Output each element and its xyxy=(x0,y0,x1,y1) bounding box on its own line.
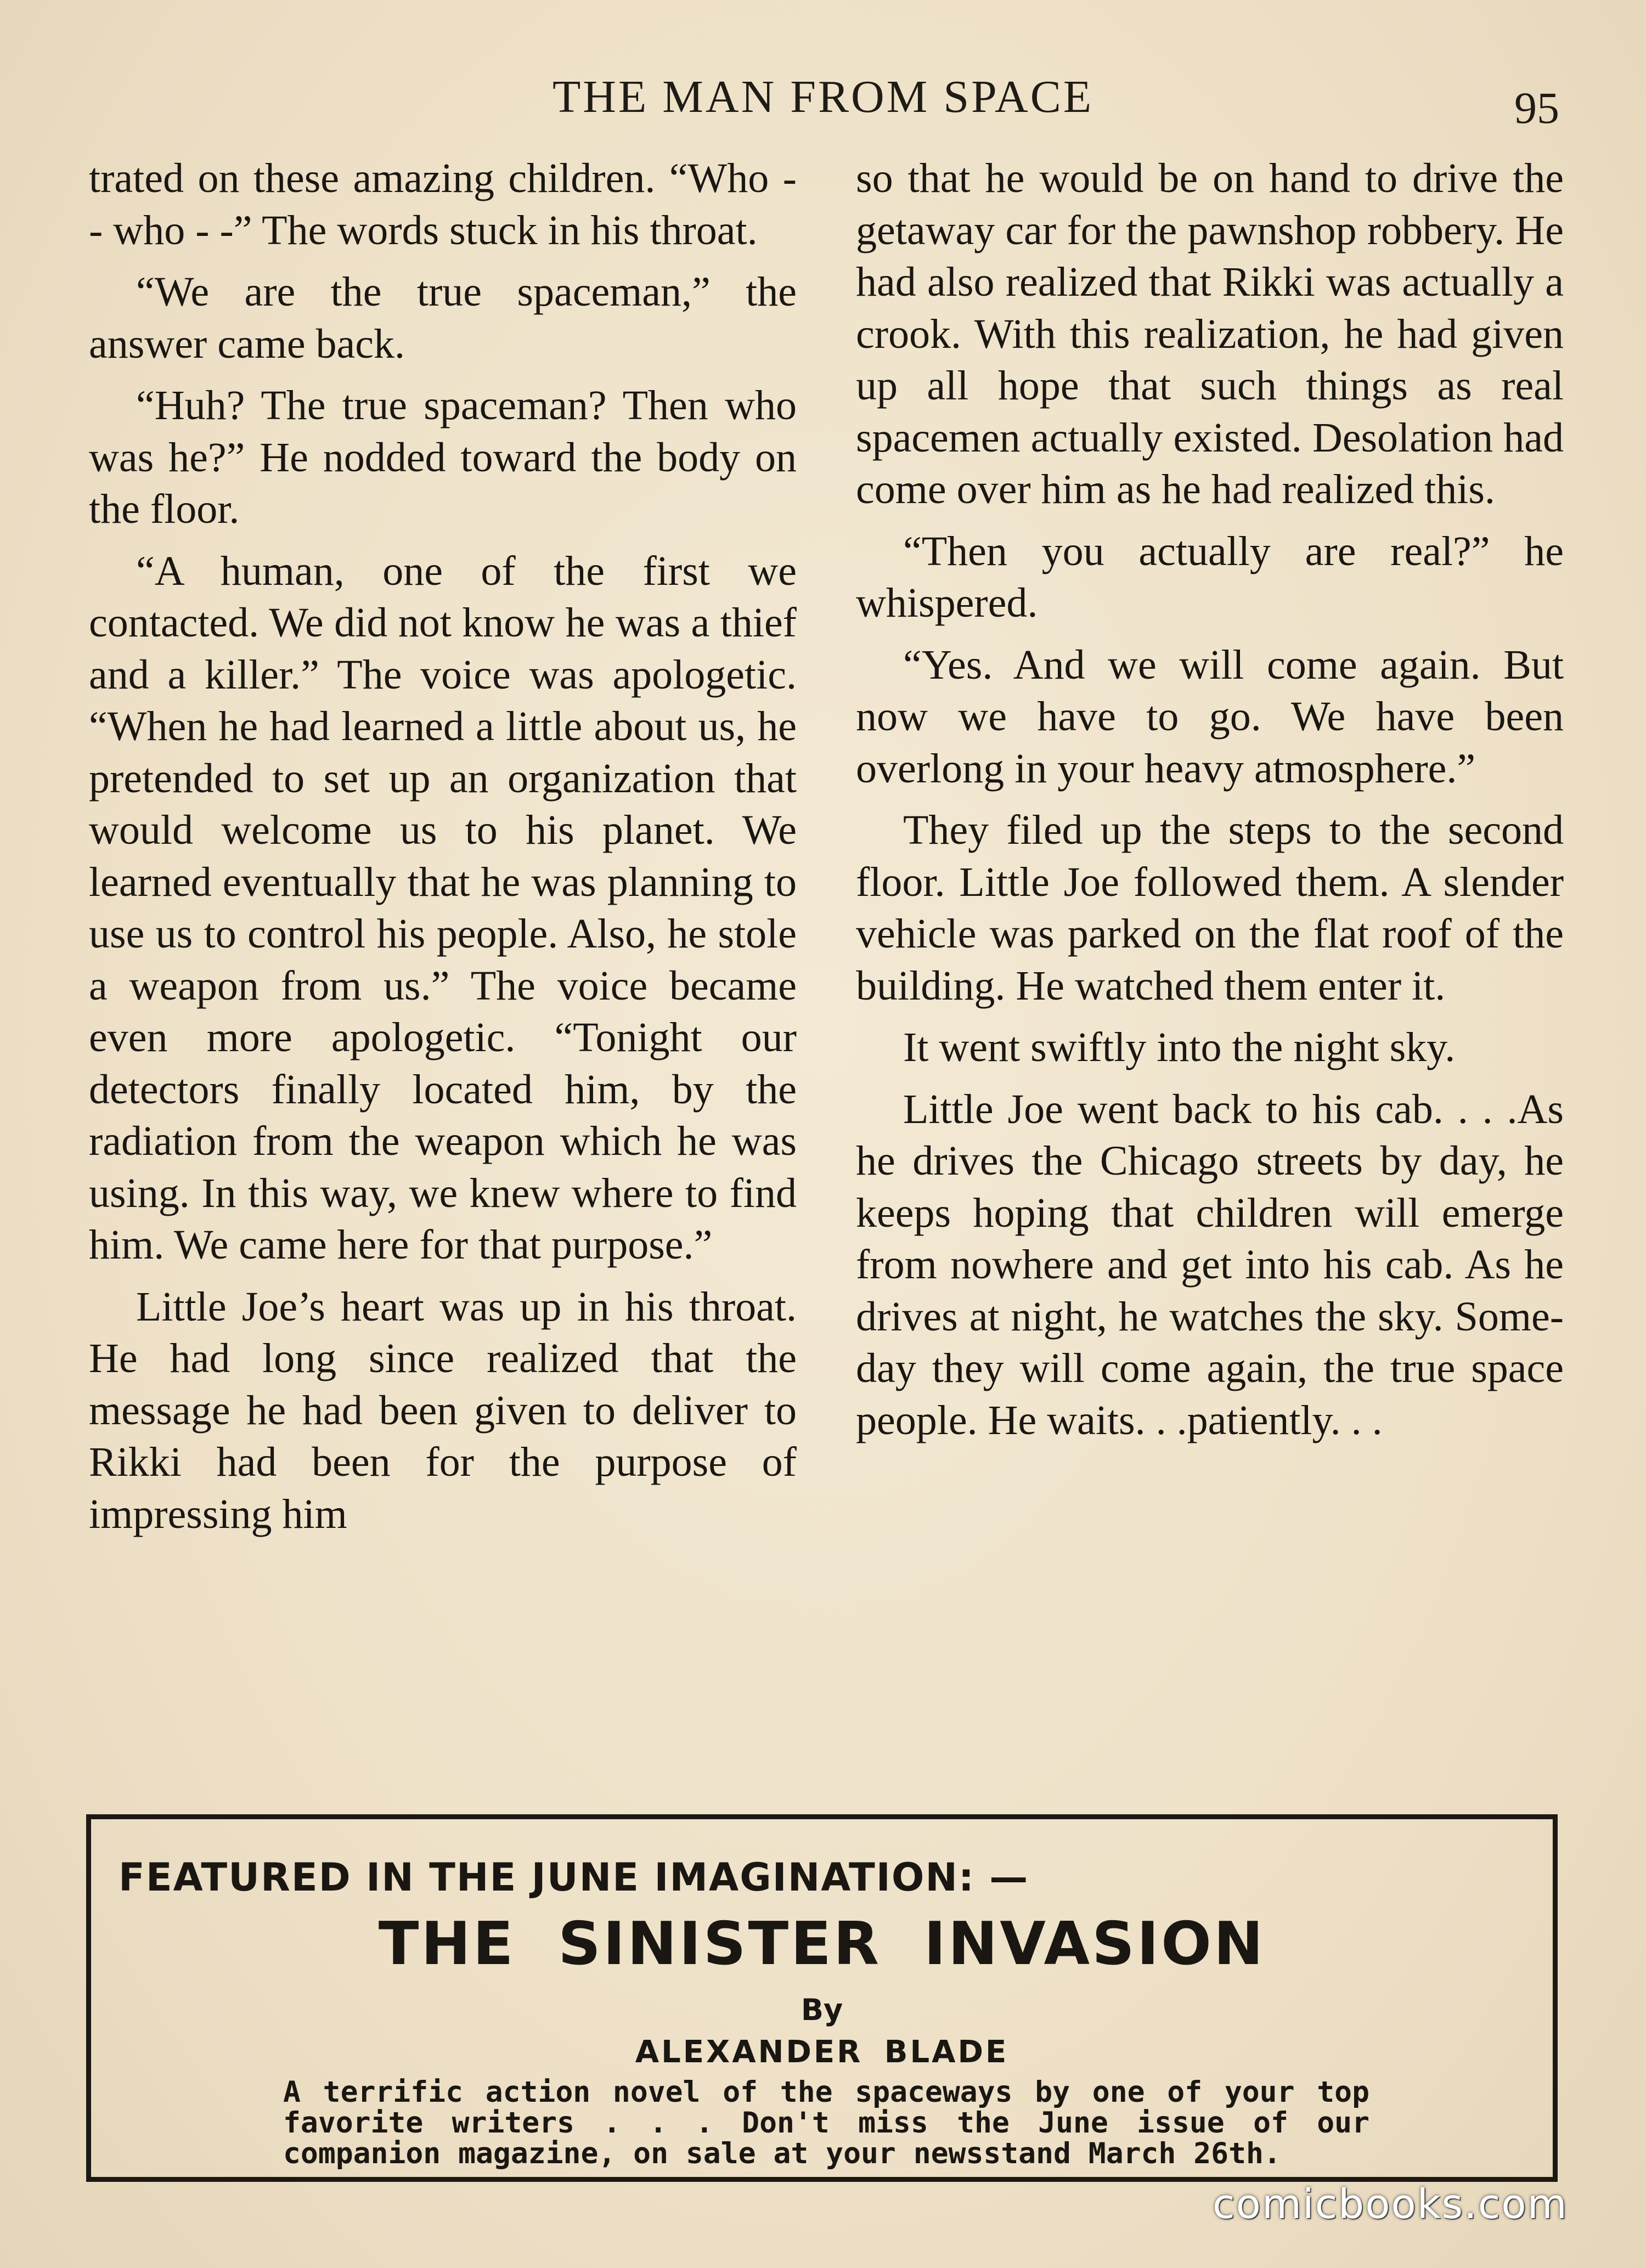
right-column xyxy=(856,153,1564,1456)
paragraph: They filed up the steps to the second floor. Little Joe followed them. A slender vehicle was parked on the flat roof of the building. He watched them enter it. xyxy=(856,807,1564,1009)
ad-byline: By xyxy=(801,1993,843,2027)
paragraph: “A human, one of the first we contacted. We did not know he was a thief and a killer.” The voice was apologetic. “When he had learned a little about us, he pretended to set up an organization that would welcome us to his planet. We learned eventually that he was planning to use us to control his people. Also, he stole a weapon from us.” The voice became even more apologetic. “Tonight our detectors finally located him, by the radiation from the weapon which he was using. In this way, we knew where to find him. We came here for that purpose.” xyxy=(89,548,797,1268)
paragraph: trated on these amazing children. “Who - - who - -” The words stuck in his throat. xyxy=(89,155,797,253)
paragraph: so that he would be on hand to drive the getaway car for the pawnshop robbery. He had also realized that Rikki was actually a crook. With this realization, he had given up all hope that such things as real spacemen actually existed. Desolation had come over him as he had realized this. xyxy=(856,155,1564,512)
paragraph: “Then you actually are real?” he whispered. xyxy=(856,528,1564,626)
paragraph: “We are the true spaceman,” the answer came back. xyxy=(89,269,797,367)
left-column xyxy=(89,153,797,1550)
ad-author: ALEXANDER BLADE xyxy=(635,2034,1009,2070)
page-number: 95 xyxy=(1514,83,1559,133)
ad-title: THE SINISTER INVASION xyxy=(378,1910,1266,1978)
paragraph: It went swiftly into the night sky. xyxy=(903,1024,1456,1070)
paragraph: Little Joe’s heart was up in his throat. He had long since realized that the message he had been given to deliver to Rikki had been for the purpose of impressing him xyxy=(89,1283,797,1537)
paragraph: Little Joe went back to his cab. . . .As he drives the Chicago streets by day, he keeps hoping that children will emerge from nowhere and get into his cab. As he drives at night, he watches the sky. Someday they will come again, the true space people. He waits. . .patiently. . . xyxy=(856,1086,1564,1443)
running-title: THE MAN FROM SPACE xyxy=(552,71,1094,122)
paragraph: “Huh? The true spaceman? Then who was he?” He nodded toward the body on the floor. xyxy=(89,382,797,532)
advertisement-box xyxy=(86,1814,1558,2182)
ad-blurb: A terrific action novel of the spaceways by one of your top favorite writers . . . Don't miss the June issue of our companion magazine, on sale at your newsstand March 26th. xyxy=(283,2075,1369,2170)
watermark: comicbooks.com xyxy=(1213,2181,1568,2228)
paragraph: “Yes. And we will come again. But now we have to go. We have been overlong in your heavy atmosphere.” xyxy=(856,641,1564,792)
ad-headline: FEATURED IN THE JUNE IMAGINATION: — xyxy=(119,1855,1029,1900)
